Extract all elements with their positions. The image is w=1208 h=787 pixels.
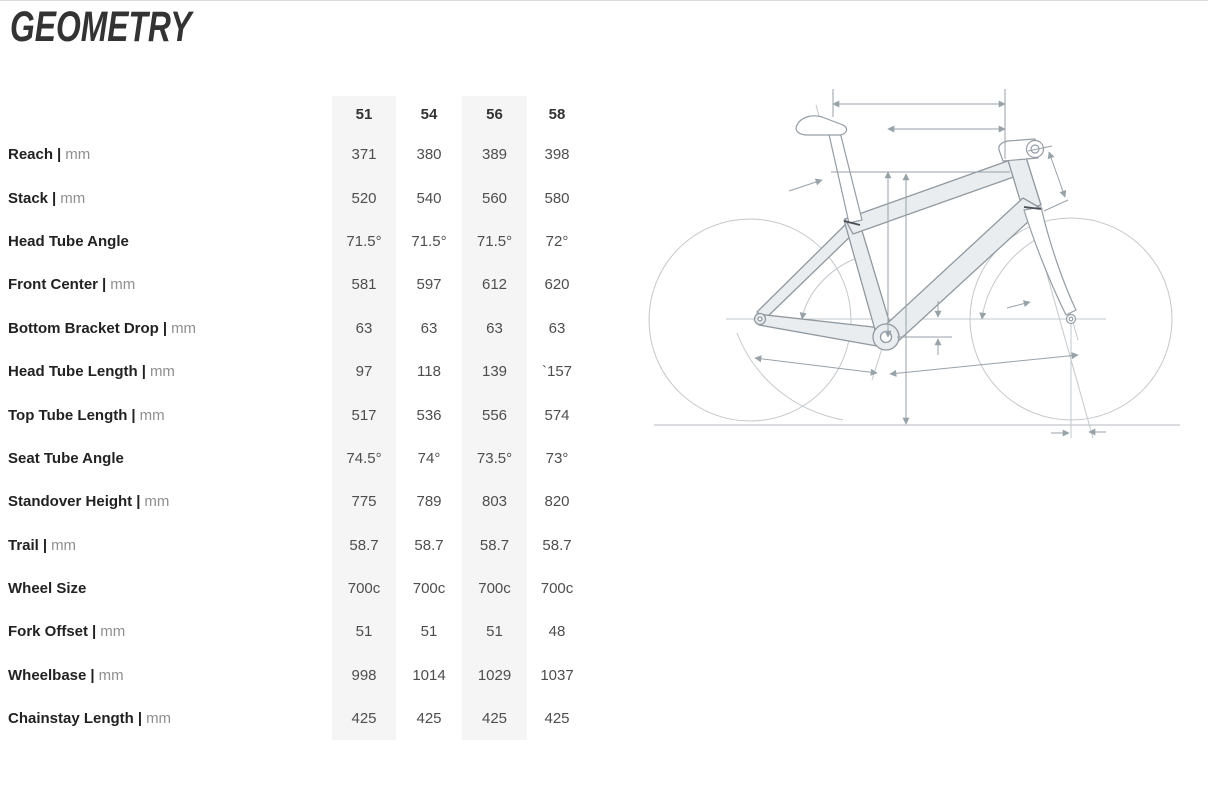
- row-label-separator: |: [42, 536, 48, 554]
- row-label-name: Wheelbase: [8, 666, 87, 684]
- row-label-separator: |: [57, 146, 62, 164]
- row-label: [8, 220, 332, 263]
- geometry-value-cell: `157: [541, 363, 573, 381]
- row-label-name: Wheel Size: [8, 580, 87, 598]
- row-label-unit: mm: [98, 666, 124, 684]
- geometry-value-cell: 560: [462, 176, 527, 219]
- geometry-value-cell: 51: [420, 623, 438, 641]
- row-label-separator: |: [102, 276, 107, 294]
- geometry-value-cell: 700c: [332, 567, 396, 610]
- geometry-value-cell: 63: [420, 319, 438, 337]
- row-label-name: Top Tube Length: [8, 406, 128, 424]
- bike-geometry-diagram: [640, 86, 1208, 466]
- geometry-value-cell: 556: [462, 393, 527, 436]
- row-label: [8, 524, 332, 567]
- geometry-value-cell: 51: [332, 610, 396, 653]
- saddle: [796, 116, 846, 135]
- geometry-value-cell: 1037: [540, 666, 574, 684]
- geometry-value-cell: 789: [416, 493, 442, 511]
- row-label: [8, 350, 332, 393]
- row-label: [8, 133, 332, 176]
- head-tube-dim-tick-bottom: [1044, 200, 1068, 211]
- row-label-unit: mm: [100, 623, 126, 641]
- head-tube-length-dim: [1049, 152, 1065, 197]
- geometry-value-cell: 425: [332, 697, 396, 740]
- down-tube: [879, 198, 1042, 344]
- row-label-name: Fork Offset: [8, 623, 89, 641]
- geometry-value-cell: 520: [332, 176, 396, 219]
- geometry-value-cell: 118: [417, 363, 441, 381]
- geometry-value-cell: 540: [416, 189, 442, 207]
- seatpost: [828, 128, 862, 223]
- geometry-value-cell: 380: [416, 146, 442, 164]
- row-label: [8, 567, 332, 610]
- row-label-unit: mm: [51, 536, 77, 554]
- geometry-value-cell: 74°: [417, 449, 441, 467]
- geometry-value-cell: 389: [462, 133, 527, 176]
- geometry-value-cell: 63: [332, 307, 396, 350]
- geometry-value-cell: 612: [462, 263, 527, 306]
- row-label-name: Chainstay Length: [8, 710, 134, 728]
- row-label-separator: |: [92, 623, 97, 641]
- geometry-value-cell: 371: [332, 133, 396, 176]
- row-label-separator: |: [136, 493, 141, 511]
- row-label-unit: mm: [65, 146, 91, 164]
- row-label-name: Standover Height: [8, 493, 133, 511]
- row-label-unit: mm: [171, 319, 197, 337]
- seat-angle-pointer: [789, 180, 822, 191]
- row-label-unit: mm: [146, 710, 172, 728]
- row-label: [8, 480, 332, 523]
- row-label-unit: mm: [60, 189, 86, 207]
- geometry-value-cell: 775: [332, 480, 396, 523]
- geometry-value-cell: 51: [462, 610, 527, 653]
- row-label-name: Head Tube Length: [8, 363, 138, 381]
- row-label: [8, 610, 332, 653]
- geometry-value-cell: 597: [416, 276, 442, 294]
- row-label-separator: |: [162, 319, 168, 337]
- geometry-value-cell: 72°: [545, 232, 569, 250]
- row-label: [8, 263, 332, 306]
- row-label-name: Stack: [8, 189, 49, 207]
- geometry-value-cell: 97: [332, 350, 396, 393]
- row-label-unit: mm: [110, 276, 136, 294]
- row-label-separator: |: [90, 666, 95, 684]
- geometry-value-cell: 71.5°: [332, 220, 396, 263]
- geometry-value-cell: 425: [416, 710, 442, 728]
- geometry-value-cell: 1029: [462, 654, 527, 697]
- geometry-value-cell: 73.5°: [462, 437, 527, 480]
- geometry-value-cell: 71.5°: [462, 220, 527, 263]
- row-label: [8, 307, 332, 350]
- row-label-separator: |: [137, 710, 143, 728]
- front-axle: [1069, 317, 1073, 321]
- row-label-separator: |: [131, 406, 136, 424]
- geometry-value-cell: 139: [462, 350, 527, 393]
- geometry-value-cell: 425: [462, 697, 527, 740]
- geometry-value-cell: 803: [462, 480, 527, 523]
- rear-axle: [758, 317, 762, 321]
- geometry-value-cell: 48: [548, 623, 566, 641]
- geometry-value-cell: 58.7: [414, 536, 444, 554]
- geometry-value-cell: 73°: [545, 449, 569, 467]
- construction-lines: [649, 105, 1180, 438]
- size-column-header: 56: [462, 96, 527, 133]
- geometry-value-cell: 74.5°: [332, 437, 396, 480]
- geometry-value-cell: 581: [332, 263, 396, 306]
- geometry-value-cell: 820: [544, 493, 570, 511]
- row-label: [8, 437, 332, 480]
- table-corner-cell: [8, 96, 332, 133]
- row-label-name: Head Tube Angle: [8, 232, 129, 250]
- row-label-name: Reach: [8, 146, 54, 164]
- geometry-value-cell: 58.7: [462, 524, 527, 567]
- frame-outline: [755, 154, 1043, 350]
- geometry-value-cell: 1014: [412, 666, 446, 684]
- geometry-value-cell: 700c: [412, 580, 446, 598]
- geometry-value-cell: 574: [544, 406, 570, 424]
- row-label-separator: |: [141, 363, 146, 381]
- geometry-value-cell: 63: [462, 307, 527, 350]
- row-label: [8, 697, 332, 740]
- fork-blade: [1024, 207, 1076, 315]
- row-label-unit: mm: [144, 493, 170, 511]
- geometry-value-cell: 58.7: [332, 524, 396, 567]
- row-label: [8, 176, 332, 219]
- geometry-value-cell: 580: [544, 189, 570, 207]
- size-column-header: 54: [420, 106, 438, 123]
- geometry-value-cell: 517: [332, 393, 396, 436]
- geometry-value-cell: 71.5°: [411, 232, 447, 250]
- row-label-unit: mm: [139, 406, 165, 424]
- size-column-header: 58: [548, 106, 566, 123]
- size-column-header: 51: [332, 96, 396, 133]
- row-label-name: Front Center: [8, 276, 98, 294]
- geometry-value-cell: 398: [544, 146, 570, 164]
- bottom-bracket-axle: [881, 332, 892, 343]
- geometry-table: [8, 96, 587, 740]
- row-label-unit: mm: [149, 363, 175, 381]
- geometry-value-cell: 63: [548, 319, 566, 337]
- row-label-separator: |: [52, 189, 57, 207]
- row-label-name: Bottom Bracket Drop: [8, 319, 159, 337]
- page-title: GEOMETRY: [10, 3, 192, 51]
- row-label-name: Trail: [8, 536, 39, 554]
- fork-offset-arrow: [1007, 302, 1030, 308]
- row-label: [8, 393, 332, 436]
- row-label-name: Seat Tube Angle: [8, 449, 124, 467]
- large-arc: [737, 333, 843, 420]
- geometry-value-cell: 998: [332, 654, 396, 697]
- geometry-value-cell: 425: [544, 710, 570, 728]
- geometry-value-cell: 620: [544, 276, 570, 294]
- geometry-value-cell: 536: [416, 406, 442, 424]
- geometry-value-cell: 700c: [462, 567, 527, 610]
- row-label: [8, 654, 332, 697]
- chainstay-length-dim: [755, 358, 877, 373]
- geometry-value-cell: 58.7: [542, 536, 572, 554]
- geometry-value-cell: 700c: [540, 580, 574, 598]
- handlebar-clamp: [1027, 141, 1044, 158]
